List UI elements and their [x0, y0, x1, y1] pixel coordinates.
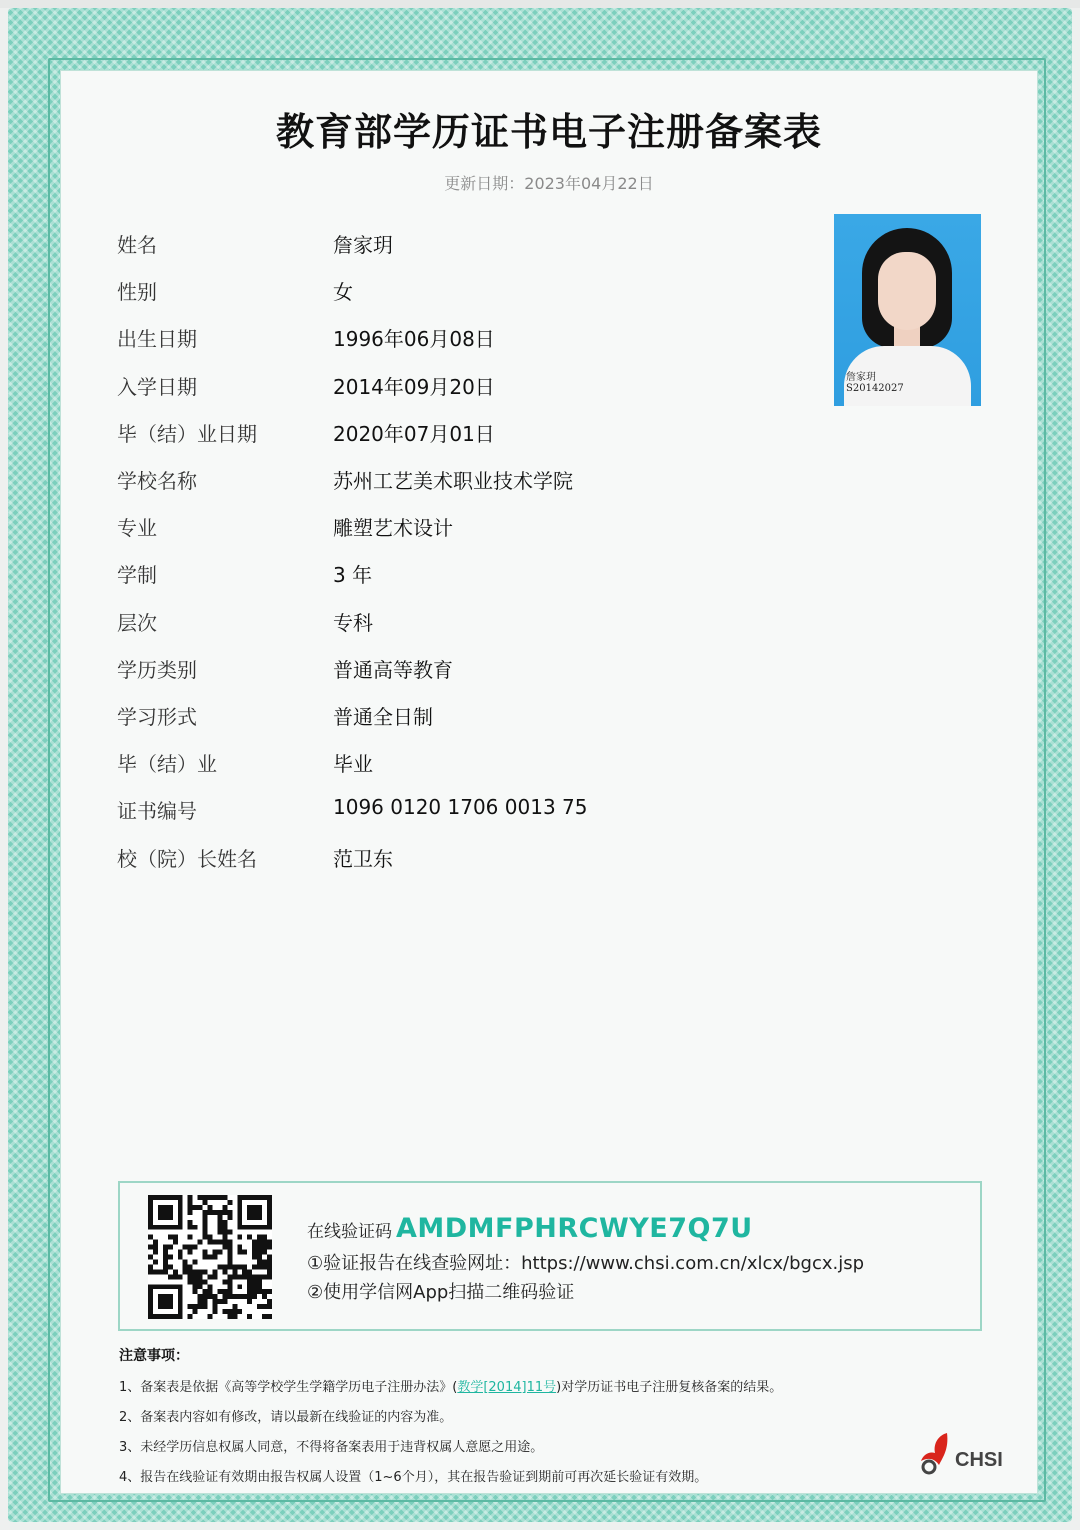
verification-code-label: 在线验证码: [307, 1222, 392, 1242]
field-value: 女: [333, 280, 353, 304]
field-label: 校（院）长姓名: [117, 847, 257, 871]
field-label: 姓名: [117, 233, 157, 257]
verification-app-text: ②使用学信网App扫描二维码验证: [307, 1282, 575, 1303]
field-value: 普通高等教育: [333, 658, 453, 682]
field-label: 层次: [117, 611, 157, 635]
field-value: 雕塑艺术设计: [333, 516, 453, 540]
field-value: 1096 0120 1706 0013 75: [333, 795, 588, 819]
field-label: 出生日期: [117, 327, 197, 351]
note-4: 4、报告在线验证有效期由报告权属人设置（1~6个月），其在报告验证到期前可再次延长验证有效期。: [119, 1470, 708, 1485]
field-value: 1996年06月08日: [333, 327, 495, 351]
field-label: 入学日期: [117, 375, 197, 399]
page-title: 教育部学历证书电子注册备案表: [275, 110, 822, 154]
field-value: 苏州工艺美术职业技术学院: [333, 469, 573, 493]
verification-code-line: [307, 1213, 753, 1244]
certificate-body: [60, 70, 1038, 1494]
field-label: 学制: [117, 563, 157, 587]
photo-caption: 詹家玥 S20142027: [846, 372, 904, 394]
field-value: 范卫东: [333, 847, 393, 871]
field-value: 普通全日制: [333, 705, 433, 729]
field-value: 2014年09月20日: [333, 375, 495, 399]
field-label: 学校名称: [117, 469, 197, 493]
field-label: 毕（结）业: [117, 752, 217, 776]
update-date: 更新日期：2023年04月22日: [444, 174, 654, 193]
field-label: 专业: [117, 516, 157, 540]
notes-heading: 注意事项：: [119, 1348, 189, 1364]
verification-box: [118, 1181, 982, 1331]
field-value: 3 年: [333, 563, 373, 587]
field-value: 毕业: [333, 752, 373, 776]
field-value: 专科: [333, 611, 373, 635]
bird-logo-icon: [917, 1429, 957, 1477]
qr-code-icon[interactable]: [148, 1195, 272, 1319]
field-label: 性别: [117, 280, 157, 304]
note-1: 1、备案表是依据《高等学校学生学籍学历电子注册办法》(教学[2014]11号)对学历证书电子注册复核备案的结果。: [119, 1380, 783, 1395]
id-photo: [834, 214, 981, 406]
verification-url-text: ①验证报告在线查验网址：https://www.chsi.com.cn/xlcx/bgcx.jsp: [307, 1253, 865, 1274]
field-label: 证书编号: [117, 799, 197, 823]
certificate-border: [8, 8, 1072, 1522]
note-3: 3、未经学历信息权属人同意，不得将备案表用于违背权属人意愿之用途。: [119, 1440, 544, 1455]
field-value: 2020年07月01日: [333, 422, 495, 446]
field-label: 学习形式: [117, 705, 197, 729]
field-label: 毕（结）业日期: [117, 422, 257, 446]
top-bar: [0, 0, 1080, 8]
regulation-link[interactable]: 教学[2014]11号: [457, 1380, 557, 1395]
notes-section: [119, 1345, 909, 1485]
chsi-logo: CHSI: [917, 1429, 1007, 1479]
field-value: 詹家玥: [333, 233, 393, 257]
note-2: 2、备案表内容如有修改，请以最新在线验证的内容为准。: [119, 1410, 453, 1425]
field-label: 学历类别: [117, 658, 197, 682]
verification-code: AMDMFPHRCWYE7Q7U: [396, 1213, 753, 1244]
